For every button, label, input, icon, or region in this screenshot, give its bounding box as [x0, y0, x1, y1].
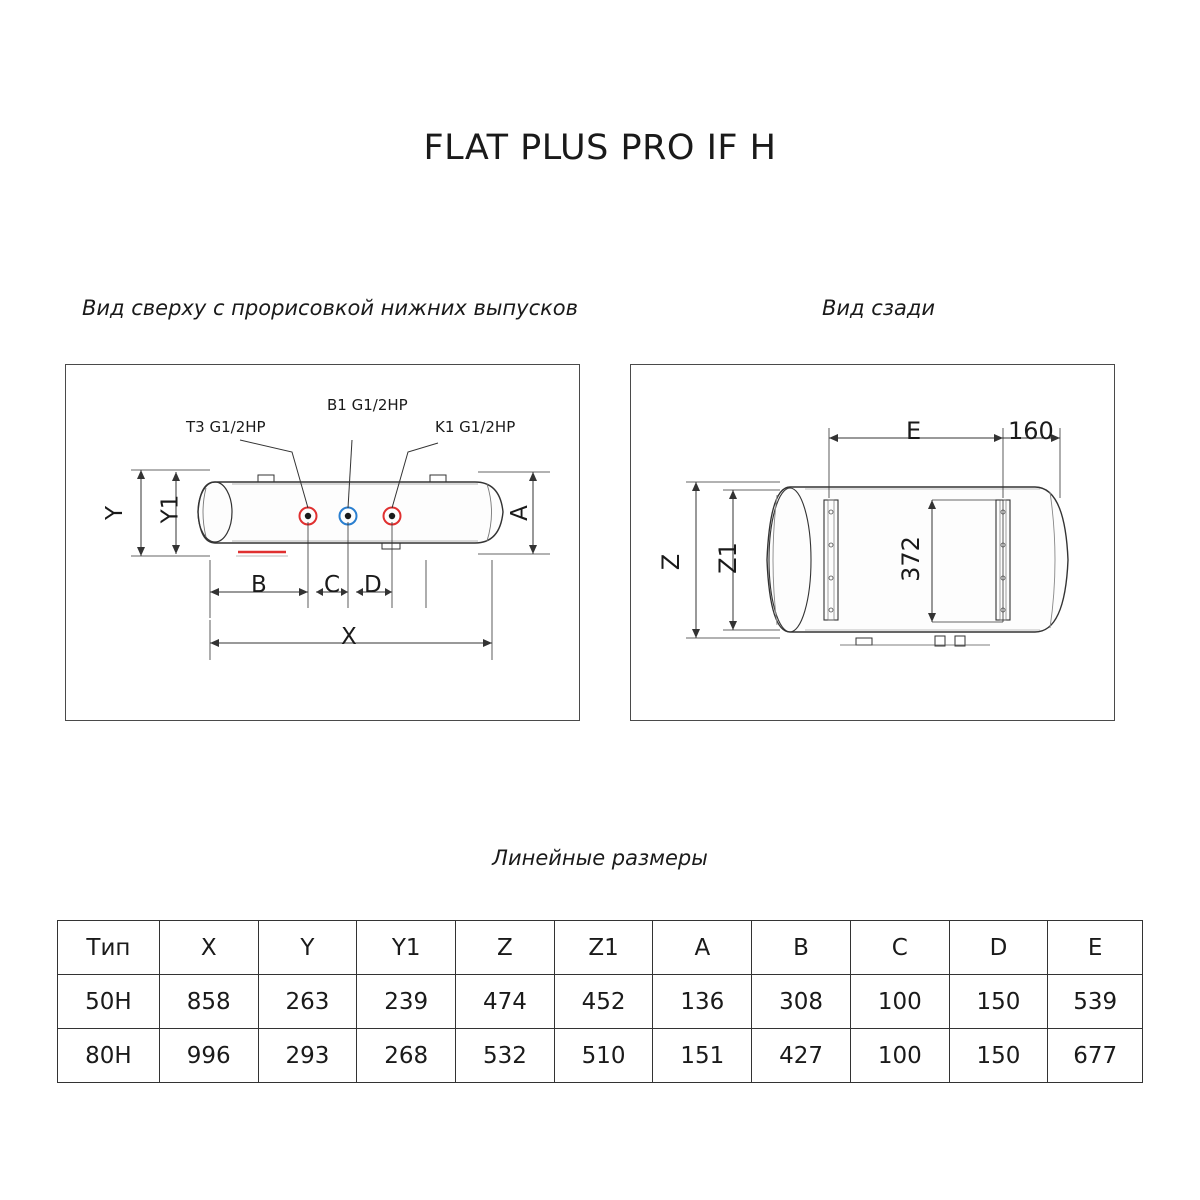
table-header-row [58, 921, 1143, 975]
callout-b1-label: B1 G1/2HP [327, 396, 408, 414]
cell-c: 100 [850, 1029, 949, 1083]
table-row [58, 975, 1143, 1029]
th-y1: Y1 [357, 921, 456, 975]
cell-a: 151 [653, 1029, 752, 1083]
dimension-z-label: Z [657, 553, 686, 571]
dimension-a-label: A [506, 505, 533, 521]
cell-z1: 510 [554, 1029, 653, 1083]
th-e: E [1048, 921, 1143, 975]
top-view-label: Вид сверху с прорисовкой нижних выпусков [82, 296, 579, 320]
th-b: B [752, 921, 851, 975]
cell-y: 293 [258, 1029, 357, 1083]
page-title: FLAT PLUS PRO IF H [423, 128, 777, 168]
cell-type: 80H [58, 1029, 160, 1083]
cell-type: 50H [58, 975, 160, 1029]
callout-k1-label: K1 G1/2HP [435, 418, 516, 436]
cell-a: 136 [653, 975, 752, 1029]
dimension-160-label: 160 [1008, 417, 1054, 445]
callout-t3-label: T3 G1/2HP [186, 418, 266, 436]
dimension-372-label: 372 [896, 536, 925, 582]
dimension-y-label: Y [102, 505, 129, 521]
cell-x: 996 [159, 1029, 258, 1083]
th-y: Y [258, 921, 357, 975]
th-d: D [949, 921, 1048, 975]
cell-b: 308 [752, 975, 851, 1029]
cell-c: 100 [850, 975, 949, 1029]
cell-y1: 268 [357, 1029, 456, 1083]
th-a: A [653, 921, 752, 975]
dimension-z1-label: Z1 [713, 542, 742, 574]
dimension-d-label: D [364, 572, 382, 598]
cell-b: 427 [752, 1029, 851, 1083]
dimension-c-label: C [324, 572, 341, 598]
th-x: X [159, 921, 258, 975]
th-z: Z [456, 921, 555, 975]
cell-x: 858 [159, 975, 258, 1029]
table-section-label: Линейные размеры [492, 846, 708, 870]
th-z1: Z1 [554, 921, 653, 975]
dimension-e-label: E [906, 417, 922, 445]
cell-y: 263 [258, 975, 357, 1029]
cell-d: 150 [949, 1029, 1048, 1083]
cell-d: 150 [949, 975, 1048, 1029]
cell-z: 474 [456, 975, 555, 1029]
dimension-b-label: B [251, 572, 267, 598]
cell-y1: 239 [357, 975, 456, 1029]
th-type: Тип [58, 921, 160, 975]
cell-e: 539 [1048, 975, 1143, 1029]
cell-z: 532 [456, 1029, 555, 1083]
dimensions-table [57, 920, 1143, 1083]
dimension-y1-label: Y1 [157, 494, 184, 524]
th-c: C [850, 921, 949, 975]
cell-z1: 452 [554, 975, 653, 1029]
cell-e: 677 [1048, 1029, 1143, 1083]
table-row [58, 1029, 1143, 1083]
dimension-x-label: X [341, 624, 357, 650]
rear-view-label: Вид сзади [822, 296, 935, 320]
